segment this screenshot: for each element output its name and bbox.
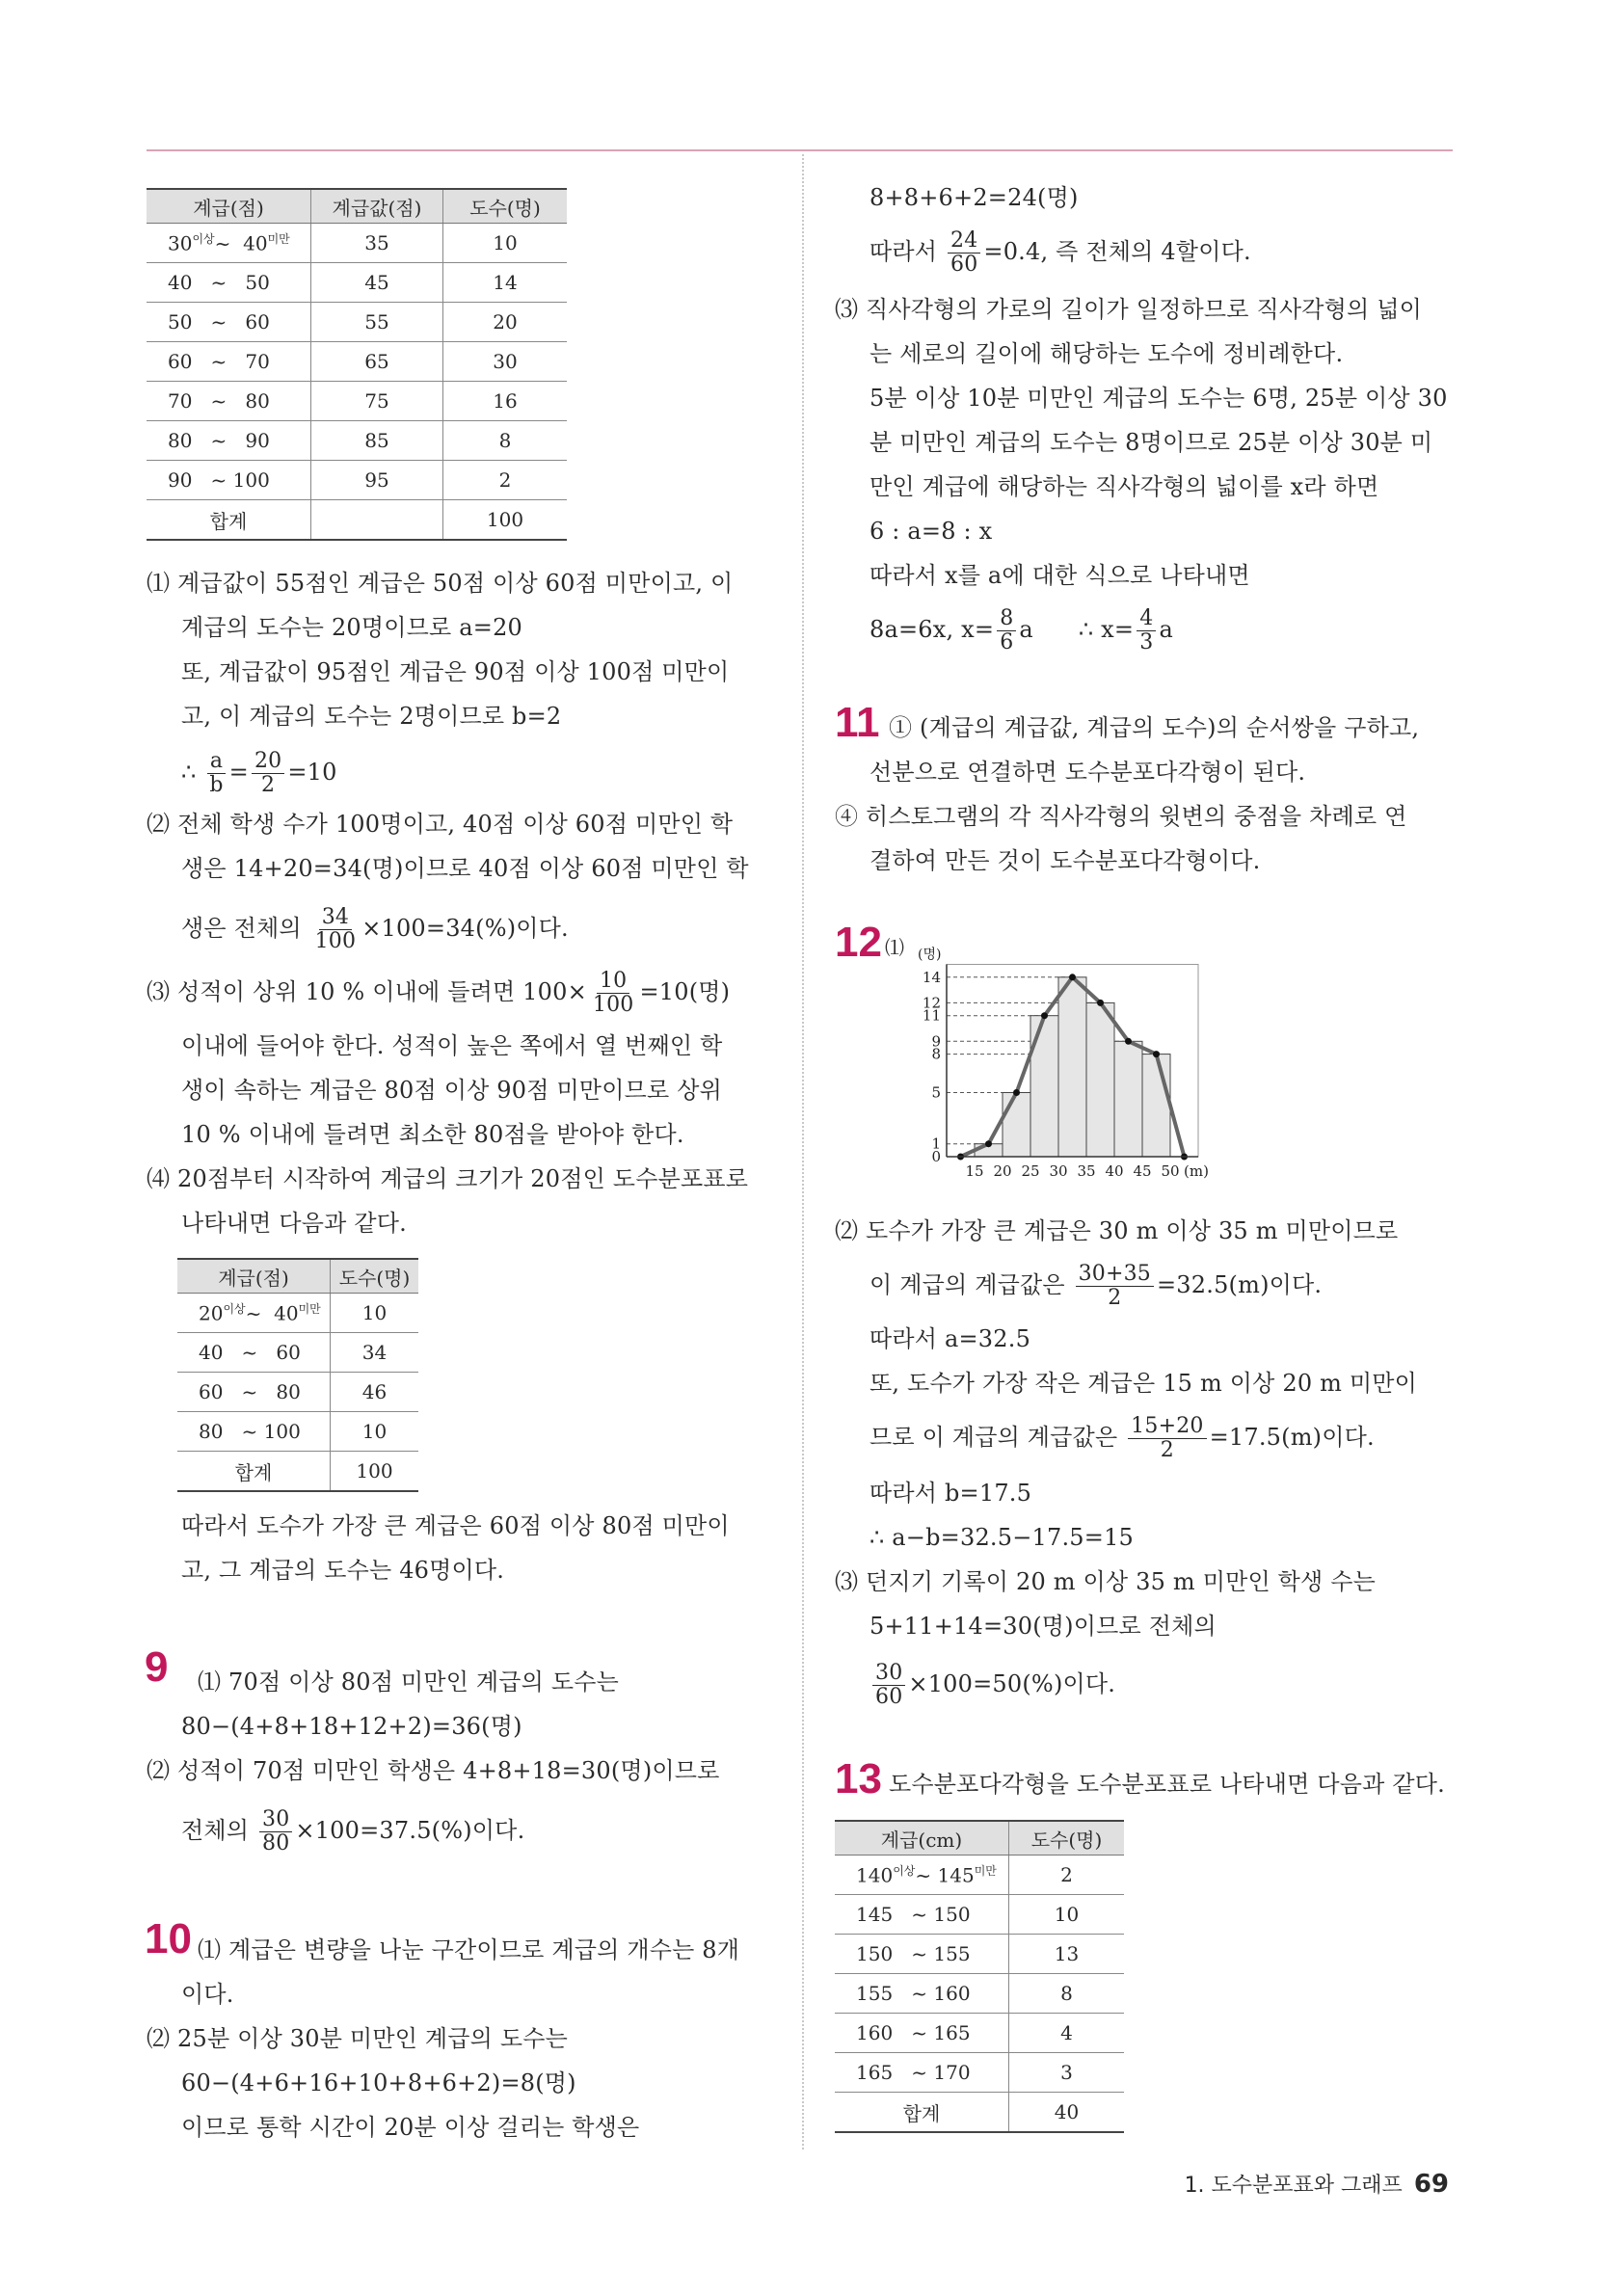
text-line: 고, 그 계급의 도수는 46명이다. (181, 1557, 505, 1584)
y-tick-label: 11 (922, 1006, 941, 1025)
table-row: 145 ~ 150 10 (835, 1895, 1124, 1935)
text-line: 10 % 이내에 들려면 최소한 80점을 받아야 한다. (181, 1121, 684, 1148)
page-footer (1185, 2169, 1449, 2199)
table-row: $30^{이상}\sim$ $40^{미만}$ 35 10 (147, 224, 567, 263)
histogram-bar (1114, 1041, 1142, 1157)
polygon-point (985, 1140, 992, 1147)
polygon-point (1097, 1000, 1104, 1006)
table-row: 50 ~ 60 55 20 (147, 303, 567, 342)
histogram-chart (896, 940, 1215, 1200)
page-number: 69 (1413, 2170, 1449, 2199)
problem-number-11: 11 (835, 699, 880, 746)
table-row: 165 ~ 170 3 (835, 2053, 1124, 2093)
table-row: 60 ~ 80 46 (177, 1373, 418, 1412)
histogram-bar (1142, 1055, 1170, 1157)
x-tick-label: 25 (1021, 1162, 1040, 1180)
text-line: 60−(4+6+16+10+8+6+2)=8(명) (181, 2069, 576, 2096)
table-row: 155 ~ 160 8 (835, 1974, 1124, 2014)
x-tick-label: 45 (1133, 1162, 1152, 1180)
polygon-point (1125, 1038, 1132, 1045)
text-line: ④ 히스토그램의 각 직사각형의 윗변의 중점을 차례로 연 (835, 803, 1407, 830)
table-row: 70 ~ 80 75 16 (147, 382, 567, 421)
text-line: 고, 이 계급의 도수는 2명이므로 b=2 (181, 703, 562, 730)
histogram-bar (1058, 977, 1086, 1157)
column-divider (802, 154, 804, 2149)
x-tick-label: 20 (993, 1162, 1012, 1180)
problem-number-10: 10 (145, 1915, 192, 1962)
equation-line: 8a=6x, x= $\frac{8}{6}$ a ∴ x= $\frac{4}{3}$ a (869, 606, 1173, 654)
equation-line: $\frac{30}{60}$ ×100=50(%)이다. (869, 1662, 1115, 1709)
text-line: ⑵ 성적이 70점 미만인 학생은 4+8+18=30(명)이므로 (147, 1757, 720, 1784)
y-tick-label: 0 (931, 1148, 941, 1165)
y-tick-label: 8 (931, 1045, 941, 1063)
text-line: ⑴ 계급은 변량을 나눈 구간이므로 계급의 개수는 8개 (198, 1936, 740, 1963)
chart-bars (975, 977, 1170, 1157)
polygon-point (1013, 1089, 1020, 1096)
table-row: $20^{이상}\sim$ $40^{미만}$ 10 (177, 1294, 418, 1333)
x-tick-label: 30 (1049, 1162, 1068, 1180)
text-line: ⑵ 25분 이상 30분 미만인 계급의 도수는 (147, 2025, 569, 2052)
table-row: 80 ~ 100 10 (177, 1412, 418, 1452)
problem-number-9: 9 (145, 1643, 169, 1691)
table-row: 150 ~ 155 13 (835, 1935, 1124, 1974)
text-line: 선분으로 연결하면 도수분포다각형이 된다. (869, 759, 1306, 786)
text-line: 5분 이상 10분 미만인 계급의 도수는 6명, 25분 이상 30 (869, 385, 1448, 412)
text-line: 이므로 통학 시간이 20분 이상 걸리는 학생은 (181, 2114, 640, 2141)
text-line: ⑵ 도수가 가장 큰 계급은 30 m 이상 35 m 미만이므로 (835, 1217, 1399, 1244)
table-total-row: 합계 40 (835, 2093, 1124, 2133)
y-tick-label: 5 (931, 1083, 941, 1102)
polygon-point (1153, 1051, 1160, 1057)
text-line: ⑵ 전체 학생 수가 100명이고, 40점 이상 60점 미만인 학 (147, 811, 734, 838)
text-line: ⑶ 직사각형의 가로의 길이가 일정하므로 직사각형의 넓이 (835, 296, 1423, 323)
top-rule (147, 149, 1453, 151)
polygon-point (1069, 974, 1076, 980)
text-line: 생은 14+20=34(명)이므로 40점 이상 60점 미만인 학 (181, 855, 749, 882)
table-header: 계급(cm) (835, 1821, 1009, 1855)
table-total-row: 합계 100 (177, 1452, 418, 1492)
equation-line: 이 계급의 계급값은 $\frac{30+35}{2}$ =32.5(m)이다. (869, 1262, 1323, 1310)
text-line: 따라서 b=17.5 (869, 1480, 1032, 1507)
text-line: 80−(4+8+18+12+2)=36(명) (181, 1713, 522, 1740)
y-tick-label: 12 (922, 994, 941, 1012)
table-header: 계급(점) (147, 189, 311, 224)
histogram-bar (1086, 1002, 1114, 1157)
problem-number-12: 12 (835, 919, 882, 966)
equation-line: 전체의 $\frac{30}{80}$ ×100=37.5(%)이다. (181, 1807, 525, 1855)
text-line: ∴ a−b=32.5−17.5=15 (869, 1524, 1135, 1551)
table-row: 90 ~ 100 95 2 (147, 461, 567, 500)
table-row: $140^{이상}\sim$ $145^{미만}$ 2 (835, 1855, 1124, 1895)
text-line: 따라서 x를 a에 대한 식으로 나타내면 (869, 562, 1250, 589)
text-line: 6 : a=8 : x (869, 518, 993, 545)
x-axis-label: (m) (1184, 1162, 1209, 1180)
class-table-2 (177, 1258, 418, 1492)
table-row: 160 ~ 165 4 (835, 2014, 1124, 2053)
text-line: ⑶ 던지기 기록이 20 m 이상 35 m 미만인 학생 수는 (835, 1568, 1377, 1595)
equation-line: 생은 전체의 $\frac{34}{100}$ ×100=34(%)이다. (181, 905, 569, 953)
problem-number-13: 13 (835, 1755, 882, 1802)
section-title: 1. 도수분포표와 그래프 (1184, 2174, 1403, 2198)
text-line: 따라서 a=32.5 (869, 1325, 1031, 1352)
text-line: 8+8+6+2=24(명) (869, 184, 1079, 211)
text-line: ⑴ 계급값이 55점인 계급은 50점 이상 60점 미만이고, 이 (147, 570, 734, 597)
equation-line: ∴ $\frac{a}{b}$ = $\frac{20}{2}$ =10 (181, 749, 337, 797)
table-header: 도수(명) (1009, 1821, 1125, 1855)
text-line: 또, 도수가 가장 작은 계급은 15 m 이상 20 m 미만이 (869, 1370, 1418, 1397)
equation-line: 므로 이 계급의 계급값은 $\frac{15+20}{2}$ =17.5(m)이다. (869, 1414, 1375, 1462)
x-tick-label: 40 (1105, 1162, 1124, 1180)
table-header: 계급(점) (177, 1259, 331, 1294)
text-line: 만인 계급에 해당하는 직사각형의 넓이를 x라 하면 (869, 473, 1379, 500)
y-axis-label: (명) (918, 947, 942, 963)
text-line: 또, 계급값이 95점인 계급은 90점 이상 100점 미만이 (181, 658, 730, 685)
equation-line: 따라서 $\frac{24}{60}$ =0.4, 즉 전체의 4할이다. (869, 228, 1251, 277)
table-row: 60 ~ 70 65 30 (147, 342, 567, 382)
table-row: 80 ~ 90 85 8 (147, 421, 567, 461)
y-tick-label: 9 (931, 1032, 941, 1051)
text-line: 5+11+14=30(명)이므로 전체의 (869, 1613, 1217, 1640)
text-line: 결하여 만든 것이 도수분포다각형이다. (869, 847, 1261, 874)
class-table-3 (835, 1820, 1124, 2133)
table-row: 40 ~ 50 45 14 (147, 263, 567, 303)
histogram-bar (1030, 1016, 1058, 1157)
x-tick-label: 35 (1077, 1162, 1096, 1180)
text-line: ⑴ 70점 이상 80점 미만인 계급의 도수는 (198, 1669, 620, 1695)
text-line: 나타내면 다음과 같다. (181, 1210, 407, 1237)
text-line: ① (계급의 계급값, 계급의 도수)의 순서쌍을 구하고, (889, 714, 1420, 741)
text-line: 이다. (181, 1981, 234, 2008)
table-total-row: 합계 100 (147, 500, 567, 541)
y-tick-label: 1 (931, 1135, 941, 1153)
x-tick-label: 15 (965, 1162, 984, 1180)
polygon-point (1041, 1012, 1048, 1019)
y-tick-label: 14 (922, 968, 941, 986)
table-row: 40 ~ 60 34 (177, 1333, 418, 1373)
table-header: 도수(명) (443, 189, 568, 224)
sub-label: ⑴ (885, 936, 905, 959)
text-line: 도수분포다각형을 도수분포표로 나타내면 다음과 같다. (889, 1771, 1445, 1798)
text-line: 는 세로의 길이에 해당하는 도수에 정비례한다. (869, 340, 1344, 367)
text-line: 생이 속하는 계급은 80점 이상 90점 미만이므로 상위 (181, 1077, 722, 1104)
class-table-1 (147, 188, 567, 541)
table-header: 도수(명) (331, 1259, 419, 1294)
x-tick-label: 50 (1161, 1162, 1180, 1180)
histogram-bar (1003, 1093, 1030, 1158)
text-line: 따라서 도수가 가장 큰 계급은 60점 이상 80점 미만이 (181, 1512, 730, 1539)
table-header: 계급값(점) (311, 189, 443, 224)
text-line: 분 미만인 계급의 도수는 8명이므로 25분 이상 30분 미 (869, 429, 1433, 456)
text-line: ⑷ 20점부터 시작하여 계급의 크기가 20점인 도수분포표로 (147, 1165, 749, 1192)
equation-line: ⑶ 성적이 상위 10 % 이내에 들려면 100× $\frac{10}{100}$ =10(명) (147, 969, 731, 1017)
text-line: 계급의 도수는 20명이므로 a=20 (181, 614, 523, 641)
text-line: 이내에 들어야 한다. 성적이 높은 쪽에서 열 번째인 학 (181, 1032, 723, 1059)
